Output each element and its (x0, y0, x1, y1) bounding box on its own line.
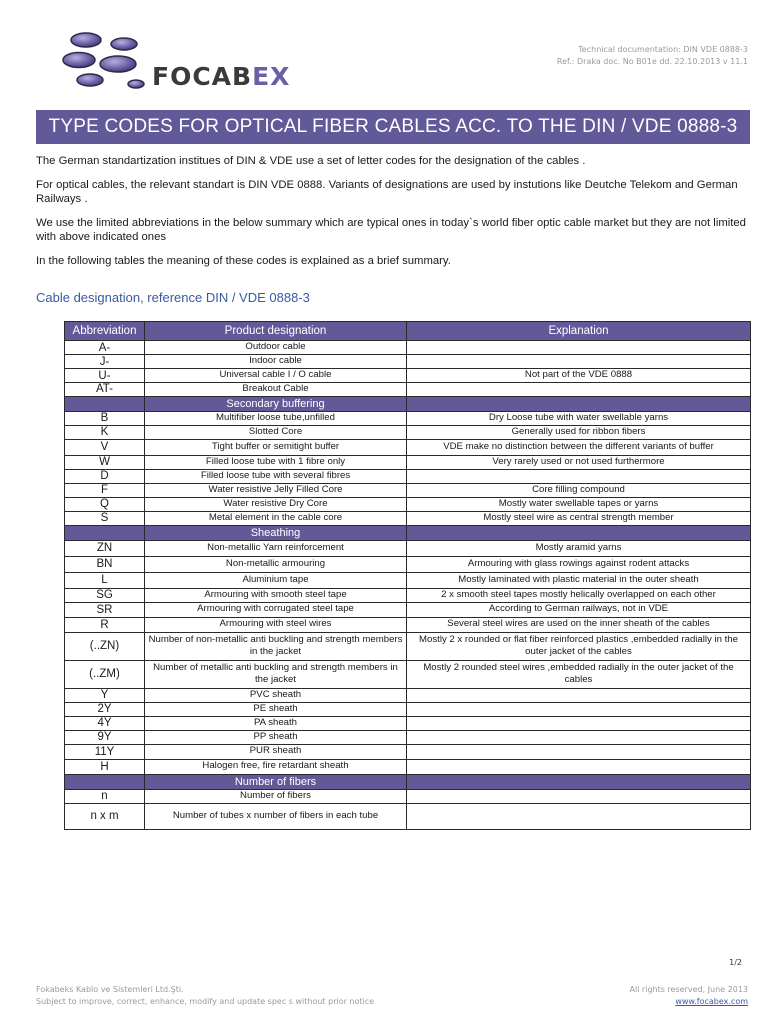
abbreviation-cell: Y (65, 688, 145, 702)
abbreviation-cell: Q (65, 497, 145, 511)
ref-line-1: Technical documentation: DIN VDE 0888-3 (578, 45, 748, 54)
table-row (65, 660, 751, 688)
table-row (65, 455, 751, 469)
table-row (65, 483, 751, 497)
table-row (65, 632, 751, 660)
logo-text-main: FOCAB (152, 62, 253, 91)
table-row (65, 744, 751, 759)
abbreviation-cell: 9Y (65, 730, 145, 744)
table-row (65, 355, 751, 369)
intro-paragraph: We use the limited abbreviations in the below summary which are typical ones in today`s world fiber optic cable market but they are not limited with above indicated ones (36, 217, 746, 243)
product-designation-cell: Non-metallic armouring (145, 556, 407, 572)
table-row (65, 425, 751, 439)
table-row (65, 383, 751, 397)
explanation-cell: Dry Loose tube with water swellable yarns (407, 411, 751, 425)
abbreviation-cell: J- (65, 355, 145, 369)
intro-paragraph: The German standartization institues of DIN & VDE use a set of letter codes for the designation of the cables . (36, 155, 586, 167)
abbreviation-cell: SG (65, 588, 145, 602)
product-designation-cell: Water resistive Jelly Filled Core (145, 483, 407, 497)
footer-website-link[interactable]: www.focabex.com (675, 997, 748, 1006)
table-row (65, 602, 751, 617)
table-row (65, 439, 751, 455)
header-explanation: Explanation (407, 322, 751, 341)
section-empty-cell (407, 525, 751, 540)
product-designation-cell: Filled loose tube with 1 fibre only (145, 455, 407, 469)
explanation-cell: Mostly aramid yarns (407, 540, 751, 556)
explanation-cell: Mostly steel wire as central strength member (407, 511, 751, 525)
product-designation-cell: Water resistive Dry Core (145, 497, 407, 511)
abbreviation-cell: V (65, 439, 145, 455)
section-empty-cell (65, 774, 145, 789)
abbreviation-cell: n x m (65, 803, 145, 829)
intro-text (36, 154, 751, 278)
product-designation-cell: Outdoor cable (145, 341, 407, 355)
explanation-cell: Mostly water swellable tapes or yarns (407, 497, 751, 511)
abbreviation-cell: A- (65, 341, 145, 355)
section-empty-cell (407, 396, 751, 411)
abbreviation-cell: W (65, 455, 145, 469)
table-row (65, 688, 751, 702)
product-designation-cell: Number of metallic anti buckling and strength members in the jacket (145, 660, 407, 688)
abbreviation-cell: R (65, 617, 145, 632)
abbreviation-cell: D (65, 469, 145, 483)
section-row (65, 525, 751, 540)
section-title: Cable designation, reference DIN / VDE 0888-3 (36, 290, 310, 305)
product-designation-cell: PE sheath (145, 702, 407, 716)
explanation-cell (407, 744, 751, 759)
abbreviation-cell: SR (65, 602, 145, 617)
explanation-cell: 2 x smooth steel tapes mostly helically overlapped on each other (407, 588, 751, 602)
footer-disclaimer: Subject to improve, correct, enhance, modify and update spec s without prior notice (36, 997, 375, 1006)
table-row (65, 369, 751, 383)
explanation-cell: Mostly 2 x rounded or flat fiber reinforced plastics ,embedded radially in the outer jacket of the cables (407, 632, 751, 660)
explanation-cell: According to German railways, not in VDE (407, 602, 751, 617)
explanation-cell: Several steel wires are used on the inner sheath of the cables (407, 617, 751, 632)
abbreviation-cell: F (65, 483, 145, 497)
abbreviation-cell: (..ZM) (65, 660, 145, 688)
footer-company-name: Fokabeks Kablo ve Sistemleri Ltd.Şti. (36, 985, 184, 994)
abbreviation-cell: (..ZN) (65, 632, 145, 660)
explanation-cell (407, 730, 751, 744)
abbreviation-cell: 2Y (65, 702, 145, 716)
logo-wordmark (152, 62, 290, 91)
table-row (65, 411, 751, 425)
product-designation-cell: Armouring with steel wires (145, 617, 407, 632)
table-header-row (65, 322, 751, 341)
document-reference (557, 44, 748, 68)
section-empty-cell (65, 396, 145, 411)
header-abbreviation: Abbreviation (65, 322, 145, 341)
abbreviation-cell: B (65, 411, 145, 425)
product-designation-cell: Halogen free, fire retardant sheath (145, 759, 407, 774)
explanation-cell (407, 688, 751, 702)
abbreviation-cell: 11Y (65, 744, 145, 759)
section-row (65, 774, 751, 789)
page-number: 1/2 (729, 958, 742, 967)
product-designation-cell: Indoor cable (145, 355, 407, 369)
section-row (65, 396, 751, 411)
product-designation-cell: Armouring with corrugated steel tape (145, 602, 407, 617)
product-designation-cell: Armouring with smooth steel tape (145, 588, 407, 602)
explanation-cell (407, 469, 751, 483)
abbreviation-cell: AT- (65, 383, 145, 397)
section-label: Number of fibers (145, 774, 407, 789)
page-title: TYPE CODES FOR OPTICAL FIBER CABLES ACC. TO THE DIN / VDE 0888-3 (36, 110, 750, 144)
product-designation-cell: Aluminium tape (145, 572, 407, 588)
explanation-cell: Core filling compound (407, 483, 751, 497)
footer-rights-text: All rights reserved, June 2013 (629, 985, 748, 994)
explanation-cell: Mostly 2 rounded steel wires ,embedded radially in the outer jacket of the cables (407, 660, 751, 688)
intro-paragraph: In the following tables the meaning of these codes is explained as a brief summary. (36, 255, 451, 267)
explanation-cell (407, 789, 751, 803)
table-row (65, 759, 751, 774)
explanation-cell (407, 341, 751, 355)
table-row (65, 469, 751, 483)
table-row (65, 556, 751, 572)
product-designation-cell: Tight buffer or semitight buffer (145, 439, 407, 455)
section-label: Sheathing (145, 525, 407, 540)
explanation-cell (407, 716, 751, 730)
explanation-cell: Armouring with glass rowings against rodent attacks (407, 556, 751, 572)
explanation-cell: Not part of the VDE 0888 (407, 369, 751, 383)
product-designation-cell: Metal element in the cable core (145, 511, 407, 525)
product-designation-cell: Number of non-metallic anti buckling and strength members in the jacket (145, 632, 407, 660)
table-row (65, 716, 751, 730)
abbreviation-cell: ZN (65, 540, 145, 556)
product-designation-cell: PP sheath (145, 730, 407, 744)
explanation-cell (407, 803, 751, 829)
table-row (65, 572, 751, 588)
ref-line-2: Ref.: Draka doc. No B01e dd. 22.10.2013 v 11.1 (556, 57, 748, 66)
product-designation-cell: Non-metallic Yarn reinforcement (145, 540, 407, 556)
intro-paragraph: For optical cables, the relevant standart is DIN VDE 0888. Variants of designations are used by instutions like Deutche Telekom and German Railways . (36, 179, 738, 205)
logo-text-accent: EX (252, 62, 291, 91)
table-row (65, 730, 751, 744)
section-label: Secondary buffering (145, 396, 407, 411)
footer-rights (629, 984, 748, 1008)
section-empty-cell (65, 525, 145, 540)
explanation-cell: VDE make no distinction between the different variants of buffer (407, 439, 751, 455)
product-designation-cell: Universal cable I / O cable (145, 369, 407, 383)
product-designation-cell: PUR sheath (145, 744, 407, 759)
product-designation-cell: PA sheath (145, 716, 407, 730)
explanation-cell (407, 383, 751, 397)
section-empty-cell (407, 774, 751, 789)
abbreviation-cell: H (65, 759, 145, 774)
explanation-cell (407, 702, 751, 716)
explanation-cell (407, 355, 751, 369)
table-row (65, 588, 751, 602)
table-row (65, 540, 751, 556)
type-codes-table (64, 321, 751, 830)
abbreviation-cell: K (65, 425, 145, 439)
table-row (65, 497, 751, 511)
product-designation-cell: Multifiber loose tube,unfilled (145, 411, 407, 425)
table-row (65, 789, 751, 803)
product-designation-cell: PVC sheath (145, 688, 407, 702)
product-designation-cell: Number of tubes x number of fibers in each tube (145, 803, 407, 829)
abbreviation-cell: U- (65, 369, 145, 383)
footer-company (36, 984, 374, 1008)
explanation-cell: Very rarely used or not used furthermore (407, 455, 751, 469)
abbreviation-cell: 4Y (65, 716, 145, 730)
table-row (65, 617, 751, 632)
header-product-designation: Product designation (145, 322, 407, 341)
abbreviation-cell: BN (65, 556, 145, 572)
table-row (65, 702, 751, 716)
abbreviation-cell: L (65, 572, 145, 588)
explanation-cell: Generally used for ribbon fibers (407, 425, 751, 439)
product-designation-cell: Number of fibers (145, 789, 407, 803)
table-row (65, 511, 751, 525)
explanation-cell (407, 759, 751, 774)
abbreviation-cell: S (65, 511, 145, 525)
table-row (65, 803, 751, 829)
abbreviation-cell: n (65, 789, 145, 803)
explanation-cell: Mostly laminated with plastic material in the outer sheath (407, 572, 751, 588)
product-designation-cell: Breakout Cable (145, 383, 407, 397)
product-designation-cell: Slotted Core (145, 425, 407, 439)
table-row (65, 341, 751, 355)
product-designation-cell: Filled loose tube with several fibres (145, 469, 407, 483)
